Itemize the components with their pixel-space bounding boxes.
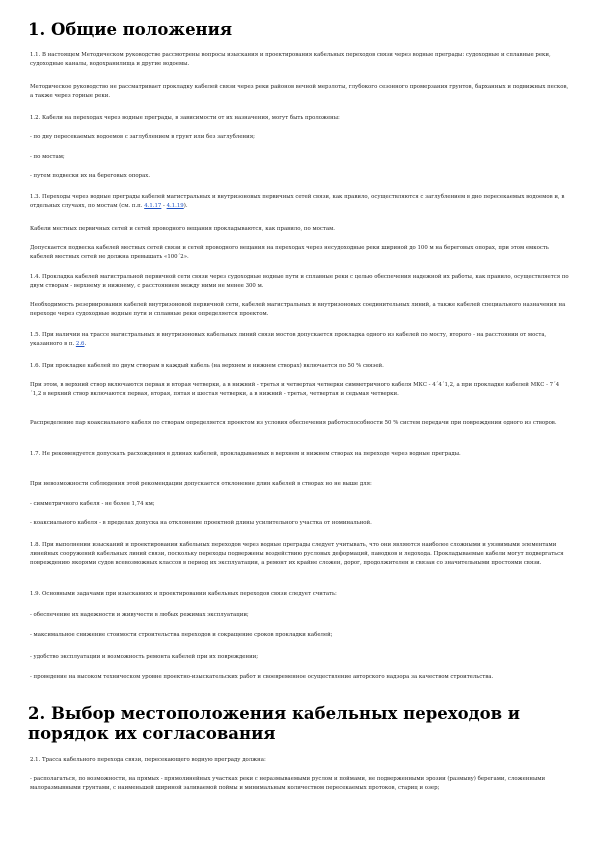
paragraph: При этом, в верхний створ включаются первая и вторая четверки, а в нижний - третья и четвертая четверки симметричного кабеля МКС - 4´4´1,2, а при прокладке кабелей МКС - 7´4´1,2 в верхний створ включаются первая, вторая, пятая и шестая четверки, а в нижний - третья, четвертая и седьмая четверки. [30, 382, 560, 397]
paragraph: Распределение пар коаксиального кабеля по створам определяется проектом из условия обеспечения работоспособности 50 % систем передачи при повреждении одного из створов. [30, 420, 557, 426]
link-4-1-19[interactable]: 4.1.19 [166, 202, 184, 209]
paragraph: Методическое руководство не рассматривает прокладку кабелей связи через реки районов вечной мерзлоты, глубокого сезонного промерзания грунтов, барханных и подвижных песков, а также через горные реки. [30, 84, 569, 99]
paragraph: 1.9. Основными задачами при изысканиях и проектировании кабельных переходов связи следует считать: [30, 591, 337, 597]
paragraph: 1.7. Не рекомендуется допускать расхождения в длинах кабелей, прокладываемых в верхнем и нижнем створах на переходе через водные преграды. [30, 451, 461, 457]
paragraph-text-end: . [84, 340, 87, 347]
list-item: - коаксиального кабеля - в пределах допуска на отклонение проектной длины усилительного участка от номинальной. [30, 520, 372, 526]
paragraph: 1.2. Кабели на переходах через водные преграды, в зависимости от их назначения, могут быть проложены: [30, 115, 340, 121]
section-heading-1: 1. Общие положения [28, 20, 233, 39]
list-item: - удобство эксплуатации и возможность ремонта кабелей при их повреждении; [30, 654, 259, 660]
list-item: - обеспечение их надежности и живучести в любых режимах эксплуатации; [30, 612, 249, 618]
paragraph-text: 1.3. Переходы через водные преграды кабелей магистральных и внутризоновых первичных сетей связи, как правило, осуществляются с заглублением в дно пересекаемых водоемов и, в отдельных случаях, по мостам (см. п.п. [30, 194, 565, 209]
paragraph: Допускается подвеска кабелей местных сетей связи и сетей проводного вещания на переходах через несудоходные реки шириной до 100 м на береговых опорах, при этом емкость кабелей местных сетей не должна превышать «100´2». [30, 245, 549, 260]
list-item: - путем подвески их на береговых опорах. [30, 173, 151, 179]
link-4-1-17[interactable]: 4.1.17 [144, 202, 162, 209]
list-item: - максимальное снижение стоимости строительства переходов и сокращение сроков прокладки кабелей; [30, 632, 333, 638]
paragraph: 1.8. При выполнении изысканий и проектировании кабельных переходов через водные преграды следует учитывать, что они являются наиболее сложными и уязвимыми элементами линейных сооружений кабельных линий связи, поскольку переходы подвержены воздействию русловых деформаций, паводков и ледохода. Прокладываемые кабели могут подвергаться повреждению якорями судов всевозможных классов в период их эксплуатации, а ремонт их крайне сложен, дорог, продолжителен и связан со значительными простоями связи. [30, 542, 564, 566]
paragraph: При невозможности соблюдения этой рекомендации допускается отклонение длин кабелей в створах но не выше для: [30, 481, 372, 487]
paragraph: 1.4. Прокладка кабелей магистральной первичной сети связи через судоходные водные пути и сплавные реки с целью обеспечения надежной их работы, как правило, осуществляется по двум створам - верхнему и нижнему, с расстоянием между ними не менее 300 м. [30, 274, 569, 289]
paragraph: 2.1. Трасса кабельного перехода связи, пересекающего водную преграду должна: [30, 757, 266, 763]
paragraph: 1.1. В настоящем Методическом руководстве рассмотрены вопросы изыскания и проектирования кабельных переходов связи через водные преграды: судоходные и сплавные реки, судоходные каналы, водохранилища и другие водоемы. [30, 52, 551, 67]
paragraph: 1.6. При прокладке кабелей по двум створам в каждый кабель (на верхнем и нижнем створах) включается по 50 % связей. [30, 363, 384, 369]
paragraph: Необходимость резервирования кабелей внутризоновой первичной сети, кабелей магистральных и внутризоновых соединительных линий, а также кабелей специального назначения на переходе через судоходные водные пути и сплавные реки определяется проектом. [30, 302, 566, 317]
list-item: - располагаться, по возможности, на прямых - прямолинейных участках реки с неразмываемыми руслом и поймами, не подверженными эрозии (размыву) берегами, сложенными малоразмывными грунтами, с наименьшей шириной заливаемой поймы и минимальным количеством пересекаемых протоков, стариц и озер; [30, 776, 546, 791]
paragraph-with-links [30, 193, 570, 211]
list-item: - по дну пересекаемых водоемов с заглублением в грунт или без заглубления; [30, 134, 255, 140]
link-separator: - [161, 202, 167, 209]
paragraph-text: 1.5. При наличии на трассе магистральных и внутризоновых кабельных линий связи мостов допускается прокладка одного из кабелей по мосту, второго - на расстоянии от моста, указанного в п. [30, 332, 547, 347]
list-item: - по мостам; [30, 154, 65, 160]
list-item: - симметричного кабеля - не более 1,74 км; [30, 501, 155, 507]
section-heading-2: 2. Выбор местоположения кабельных переходов и порядок их согласования [28, 704, 521, 743]
list-item: - проведение на высоком техническом уровне проектно-изыскательских работ и своевременное осуществление авторского надзора за качеством строительства. [30, 674, 494, 680]
paragraph-with-link [30, 331, 570, 349]
paragraph-text-end: ). [183, 202, 188, 209]
paragraph: Кабели местных первичных сетей и сетей проводного вещания прокладываются, как правило, по мостам. [30, 226, 336, 232]
link-2-6[interactable]: 2.6 [75, 340, 85, 347]
